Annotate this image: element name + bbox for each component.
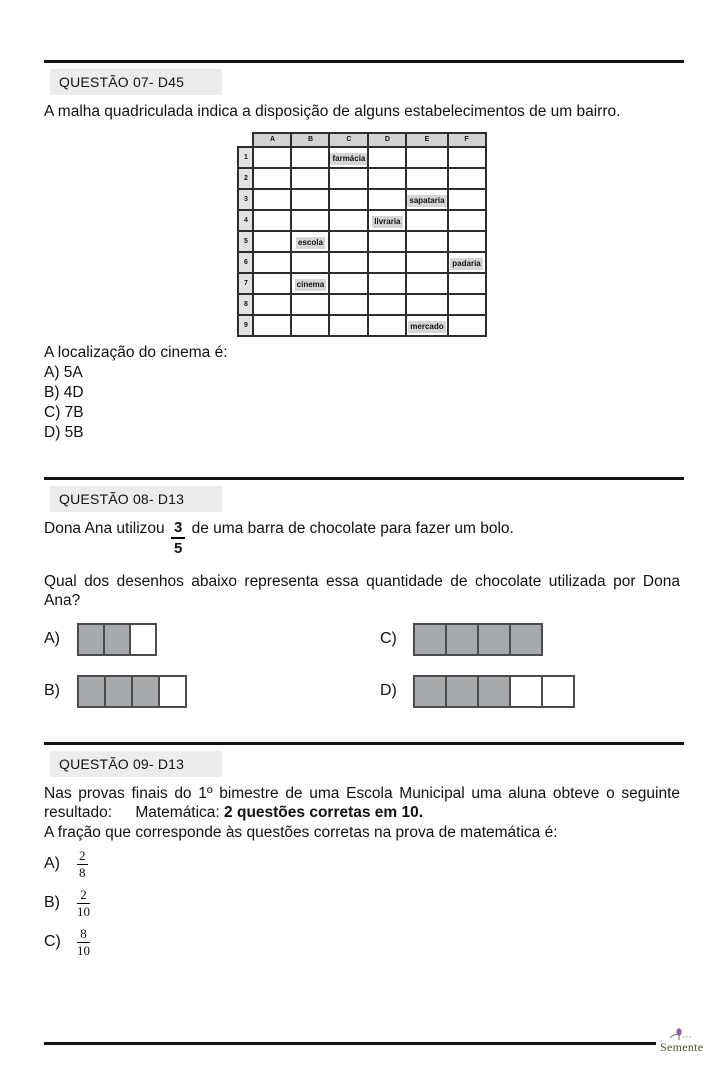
- brand-logo: [660, 1032, 703, 1055]
- grid-cell-c3: [329, 189, 368, 210]
- q9-option-b: [44, 887, 680, 919]
- fraction-denominator: 10: [77, 903, 90, 919]
- grid-row-header-1: 1: [238, 147, 253, 168]
- grid-cell-d5: [368, 231, 406, 252]
- grid-cell-f9: [448, 315, 486, 336]
- question-8-prompt: Qual dos desenhos abaixo representa essa quantidade de chocolate utilizada por Dona Ana?: [44, 572, 680, 609]
- grid-cell-e3: [406, 189, 447, 210]
- establishments-grid: [237, 132, 486, 337]
- bar-cell: [414, 624, 446, 655]
- grid-row-1: [238, 147, 485, 168]
- grid-row-2: [238, 168, 485, 189]
- bar-cell: [78, 624, 104, 655]
- grid-row-header-8: 8: [238, 294, 253, 315]
- grid-cell-a5: [253, 231, 291, 252]
- chocolate-bar-a: [77, 623, 157, 656]
- grid-cell-c5: [329, 231, 368, 252]
- grid-row-header-7: 7: [238, 273, 253, 294]
- question-9-intro: [44, 784, 680, 823]
- intro-text: Nas provas finais do 1º bimestre de uma Escola Municipal uma aluna obteve o seguinte resultado: Matemática:: [44, 784, 680, 821]
- option-label: A): [44, 855, 60, 873]
- grid-cell-b4: [291, 210, 329, 231]
- q7-option-b: B) 4D: [44, 383, 84, 401]
- bar-cell: [414, 676, 446, 707]
- establishment-label-padaria: padaria: [452, 259, 481, 268]
- page-footer: [44, 1032, 704, 1055]
- brand-name: Semente: [660, 1040, 704, 1054]
- chocolate-bar-d: [413, 675, 575, 708]
- question-7-intro: A malha quadriculada indica a disposição de alguns estabelecimentos de um bairro.: [44, 103, 621, 120]
- grid-cell-f7: [448, 273, 486, 294]
- grid-row-8: [238, 294, 485, 315]
- intro-text-before: Dona Ana utilizou: [44, 519, 165, 537]
- question-9-options: [44, 848, 680, 959]
- grid-row-9: [238, 315, 485, 336]
- chocolate-bar-b: [77, 675, 187, 708]
- grid-cell-f4: [448, 210, 486, 231]
- fraction-numerator: 2: [77, 887, 90, 904]
- section-divider-q9: [44, 742, 684, 745]
- option-label: C): [44, 933, 61, 951]
- bar-cell: [78, 676, 105, 707]
- grid-column-header-a: A: [253, 133, 291, 147]
- grid-cell-f8: [448, 294, 486, 315]
- fraction-denominator: 10: [77, 942, 90, 958]
- grid-row-header-3: 3: [238, 189, 253, 210]
- establishment-label-cinema: cinema: [296, 280, 325, 289]
- grid-cell-f6: [448, 252, 486, 273]
- footer-rule: [44, 1042, 656, 1045]
- bar-cell: [105, 676, 132, 707]
- grid-cell-d1: [368, 147, 406, 168]
- fraction-denominator: 8: [79, 864, 86, 880]
- bar-cell: [478, 676, 510, 707]
- grid-cell-a2: [253, 168, 291, 189]
- grid-cell-f5: [448, 231, 486, 252]
- grid-row-5: [238, 231, 485, 252]
- grid-corner: [238, 133, 253, 147]
- grid-row-3: [238, 189, 485, 210]
- bar-cell: [510, 624, 542, 655]
- grid-cell-d3: [368, 189, 406, 210]
- bar-cell: [159, 676, 186, 707]
- q8-option-a: [44, 623, 380, 656]
- grid-cell-a1: [253, 147, 291, 168]
- grid-cell-e6: [406, 252, 447, 273]
- grid-cell-c9: [329, 315, 368, 336]
- question-8-header: QUESTÃO 08- D13: [50, 486, 222, 512]
- option-label: A): [44, 630, 60, 647]
- grid-cell-d7: [368, 273, 406, 294]
- grid-cell-c8: [329, 294, 368, 315]
- q7-option-c: C) 7B: [44, 403, 84, 421]
- grid-row-6: [238, 252, 485, 273]
- grid-column-header-e: E: [406, 133, 447, 147]
- option-label: B): [44, 894, 60, 912]
- intro-text-after: de uma barra de chocolate para fazer um bolo.: [191, 519, 514, 537]
- question-7-prompt: A localização do cinema é:: [44, 343, 228, 361]
- grid-cell-d9: [368, 315, 406, 336]
- grid-cell-a3: [253, 189, 291, 210]
- grid-cell-f2: [448, 168, 486, 189]
- option-label: B): [44, 682, 60, 699]
- fraction-denominator: 5: [173, 539, 183, 557]
- chocolate-bar-c: [413, 623, 543, 656]
- grid-cell-c1: [329, 147, 368, 168]
- grid-cell-f1: [448, 147, 486, 168]
- establishment-label-livraria: livraria: [374, 217, 401, 226]
- grid-cell-a7: [253, 273, 291, 294]
- grid-cell-e7: [406, 273, 447, 294]
- grid-row-header-6: 6: [238, 252, 253, 273]
- bar-cell: [478, 624, 510, 655]
- grid-column-header-f: F: [448, 133, 486, 147]
- fraction-numerator: 2: [79, 848, 86, 863]
- grid-cell-b9: [291, 315, 329, 336]
- bar-cell: [130, 624, 156, 655]
- bar-cell: [510, 676, 542, 707]
- fraction-2-8: [77, 848, 88, 880]
- bar-cell: [104, 624, 130, 655]
- grid-column-header-d: D: [368, 133, 406, 147]
- establishment-label-sapataria: sapataria: [409, 196, 445, 205]
- option-label: D): [380, 682, 397, 699]
- grid-cell-e4: [406, 210, 447, 231]
- q8-option-c: [380, 623, 575, 656]
- option-label: C): [380, 630, 397, 647]
- question-9-prompt: A fração que corresponde às questões corretas na prova de matemática é:: [44, 823, 558, 841]
- grid-cell-b3: [291, 189, 329, 210]
- bar-cell: [542, 676, 574, 707]
- fraction-three-fifths: [171, 519, 185, 557]
- grid-row-header-2: 2: [238, 168, 253, 189]
- grid-row-header-4: 4: [238, 210, 253, 231]
- grid-column-header-b: B: [291, 133, 329, 147]
- section-divider-q8: [44, 477, 684, 480]
- establishment-label-escola: escola: [298, 238, 323, 247]
- grid-cell-a6: [253, 252, 291, 273]
- grid-cell-e5: [406, 231, 447, 252]
- grid-cell-b5: [291, 231, 329, 252]
- q9-option-c: [44, 926, 680, 958]
- question-9-header: QUESTÃO 09- D13: [50, 751, 222, 777]
- bar-cell: [446, 676, 478, 707]
- bar-cell: [132, 676, 159, 707]
- grid-cell-b1: [291, 147, 329, 168]
- grid-column-header-c: C: [329, 133, 368, 147]
- grid-cell-e2: [406, 168, 447, 189]
- q8-option-b: [44, 675, 380, 708]
- question-8-options: [44, 623, 680, 708]
- q7-option-d: D) 5B: [44, 423, 84, 441]
- grid-cell-a9: [253, 315, 291, 336]
- establishment-label-mercado: mercado: [410, 322, 444, 331]
- grid-cell-c7: [329, 273, 368, 294]
- grid-row-7: [238, 273, 485, 294]
- section-divider-top: [44, 60, 684, 63]
- grid-cell-d6: [368, 252, 406, 273]
- grid-cell-e1: [406, 147, 447, 168]
- intro-bold-text: 2 questões corretas em 10.: [224, 804, 424, 821]
- grid-cell-b8: [291, 294, 329, 315]
- fraction-numerator: 8: [77, 926, 90, 943]
- question-8-intro: [44, 519, 680, 557]
- q7-option-a: A) 5A: [44, 363, 83, 381]
- flower-icon: [666, 1028, 692, 1042]
- question-7-options: [44, 363, 680, 443]
- grid-cell-d8: [368, 294, 406, 315]
- grid-cell-b6: [291, 252, 329, 273]
- grid-cell-c4: [329, 210, 368, 231]
- grid-cell-b7: [291, 273, 329, 294]
- grid-cell-b2: [291, 168, 329, 189]
- q8-col-right: [380, 623, 575, 708]
- grid-row-header-9: 9: [238, 315, 253, 336]
- grid-header-row: [238, 133, 485, 147]
- grid-cell-c6: [329, 252, 368, 273]
- fraction-2-10: [77, 887, 90, 919]
- grid-cell-c2: [329, 168, 368, 189]
- grid-cell-a8: [253, 294, 291, 315]
- grid-cell-d4: [368, 210, 406, 231]
- fraction-numerator: 3: [171, 519, 185, 539]
- grid-row-4: [238, 210, 485, 231]
- grid-cell-d2: [368, 168, 406, 189]
- grid-cell-e9: [406, 315, 447, 336]
- grid-cell-f3: [448, 189, 486, 210]
- grid-cell-a4: [253, 210, 291, 231]
- q8-col-left: [44, 623, 380, 708]
- bar-cell: [446, 624, 478, 655]
- fraction-8-10: [77, 926, 90, 958]
- q8-option-d: [380, 675, 575, 708]
- grid-cell-e8: [406, 294, 447, 315]
- grid-row-header-5: 5: [238, 231, 253, 252]
- establishment-label-farmacia: farmácia: [332, 154, 366, 163]
- question-7-header: QUESTÃO 07- D45: [50, 69, 222, 95]
- q9-option-a: [44, 848, 680, 880]
